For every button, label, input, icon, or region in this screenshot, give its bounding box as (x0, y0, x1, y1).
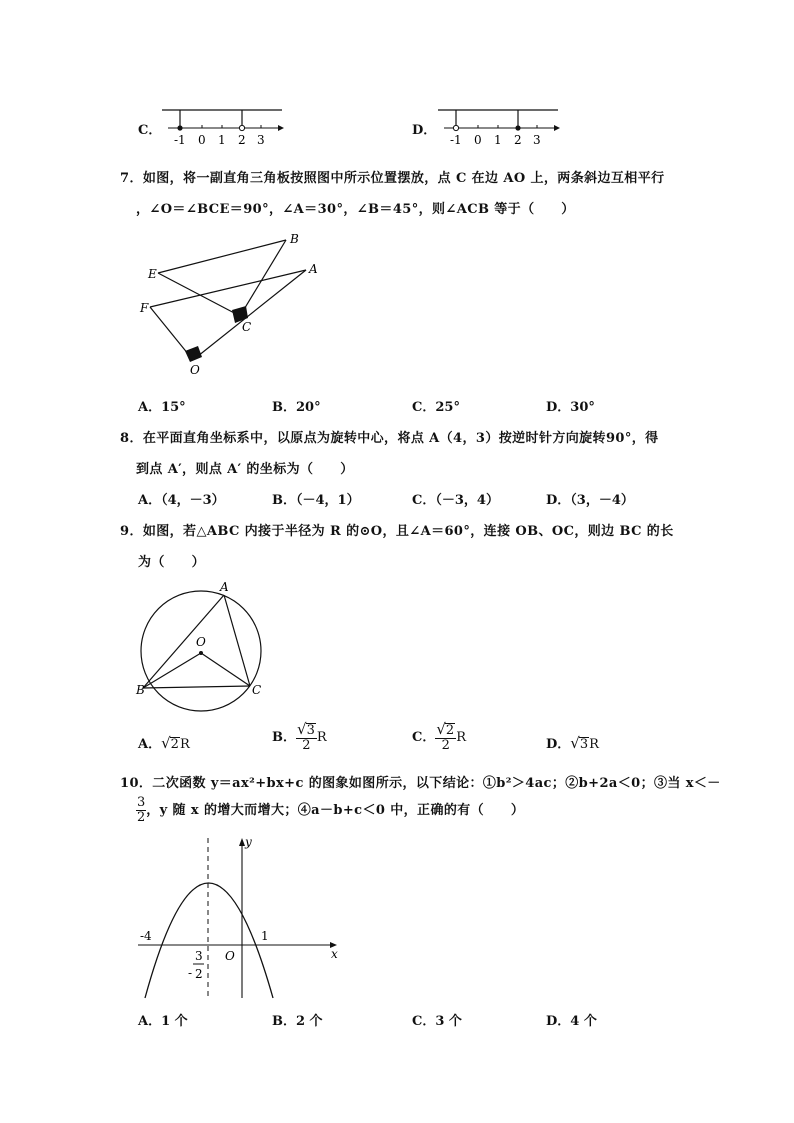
q10-right-root: 1 (261, 929, 269, 943)
q10-y-label: y (245, 835, 252, 849)
q7-stem-line1: 7．如图，将一副直角三角板按照图中所示位置摆放，点 C 在边 AO 上，两条斜边互相平行 (120, 171, 665, 186)
q9-option-a[interactable]: A．√2R (138, 734, 190, 752)
q10-parabola-graph (132, 836, 342, 1001)
q10-option-a[interactable]: A．1 个 (138, 1014, 188, 1029)
q6-option-d-label: D． (412, 123, 437, 138)
q10-option-b[interactable]: B．2 个 (272, 1014, 323, 1029)
q7-option-d[interactable]: D．30° (546, 400, 595, 415)
q6-option-c-label: C． (138, 123, 162, 138)
q8-stem-line2: 到点 A′，则点 A′ 的坐标为（ ） (136, 462, 354, 477)
q9-label-a: A (220, 580, 229, 594)
q8-option-d[interactable]: D．（3，－4） (546, 493, 634, 508)
q7-label-e: E (148, 267, 157, 281)
q7-label-o: O (190, 363, 200, 377)
q6d-tick-3: 1 (494, 133, 502, 147)
q6c-tick-2: 0 (198, 133, 206, 147)
q7-label-f: F (140, 301, 149, 315)
q9-stem-line2: 为（ ） (138, 555, 206, 570)
q7-label-a: A (309, 262, 318, 276)
q10-axis-den: 2 (195, 967, 203, 981)
q6d-tick-2: 0 (474, 133, 482, 147)
q9-stem-line1: 9．如图，若△ABC 内接于半径为 R 的⊙O，且∠A＝60°，连接 OB、OC，则边 BC 的长 (120, 524, 674, 539)
q7-stem-line2: ，∠O＝∠BCE＝90°，∠A＝30°，∠B＝45°，则∠ACB 等于（ ） (136, 202, 575, 217)
q6-option-d-number-line (436, 106, 566, 152)
q7-option-b[interactable]: B．20° (272, 400, 321, 415)
q6c-tick-1: -1 (174, 133, 186, 147)
q9-label-b: B (136, 683, 145, 697)
q9-option-b[interactable]: B． $\frac{√3}{2}$ R (272, 720, 327, 753)
q10-stem-line2: $\frac{3}{2}$ ，y 随 x 的增大而增大；④a－b+c＜0 中，正确的有（ ） (137, 795, 525, 825)
q9-label-o: O (196, 635, 206, 649)
q7-label-b: B (290, 232, 299, 246)
q6c-tick-4: 2 (238, 133, 246, 147)
q10-origin-label: O (225, 949, 235, 963)
q10-stem-line1: 10．二次函数 y＝ax²+bx+c 的图象如图所示，以下结论：①b²＞4ac；②b+2a＜0；③当 x＜－ (120, 776, 721, 791)
q10-axis-num: 3 (195, 949, 203, 963)
q6c-tick-3: 1 (218, 133, 226, 147)
q7-option-c[interactable]: C．25° (412, 400, 460, 415)
q10-x-label: x (331, 947, 338, 961)
q7-label-c: C (242, 320, 252, 334)
q6c-tick-5: 3 (257, 133, 265, 147)
q10-axis-minus: - (188, 966, 193, 980)
q6d-tick-4: 2 (514, 133, 522, 147)
q9-circle-figure (134, 578, 274, 708)
q9-label-c: C (252, 683, 262, 697)
q7-triangles-figure (138, 230, 328, 380)
q7-option-a[interactable]: A．15° (138, 400, 186, 415)
q6-option-c-number-line (160, 106, 290, 152)
q10-option-c[interactable]: C．3 个 (412, 1014, 462, 1029)
q6d-tick-1: -1 (450, 133, 462, 147)
q8-option-b[interactable]: B．（－4，1） (272, 493, 360, 508)
q8-option-c[interactable]: C．（－3，4） (412, 493, 499, 508)
q10-left-root: -4 (140, 929, 152, 943)
q9-option-c[interactable]: C． $\frac{√2}{2}$ R (412, 720, 466, 753)
q8-option-a[interactable]: A．（4，－3） (138, 493, 225, 508)
q9-option-d[interactable]: D．√3R (546, 734, 599, 752)
q10-option-d[interactable]: D．4 个 (546, 1014, 597, 1029)
q6d-tick-5: 3 (533, 133, 541, 147)
q8-stem-line1: 8．在平面直角坐标系中，以原点为旋转中心，将点 A（4，3）按逆时针方向旋转90°，得 (120, 431, 659, 446)
